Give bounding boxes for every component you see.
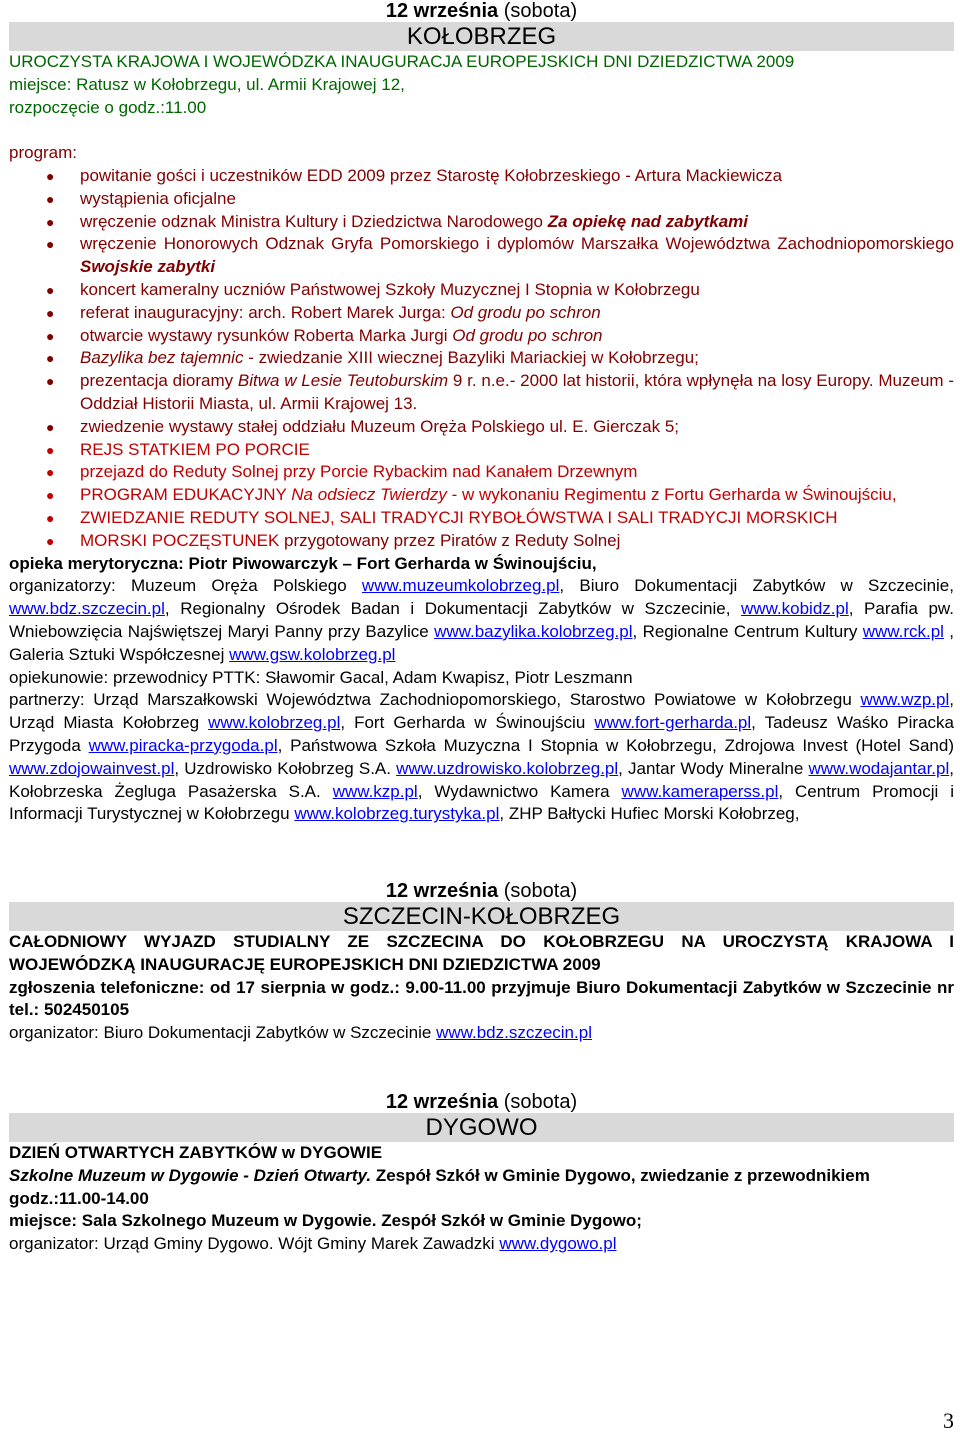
bullet-icon: ● [46,509,55,526]
event-date [9,0,954,22]
program-item: ● przejazd do Reduty Solnej przy Porcie Rybackim nad Kanałem Drzewnym [9,461,954,484]
program-item: ● prezentacja dioramy Bitwa w Lesie Teutoburskim 9 r. n.e.- 2000 lat historii, która wpłynęła na losy Europy. Muzeum - Oddział Historii Miasta, ul. Armii Krajowej 13. [46,371,954,413]
event-place-heading: SZCZECIN-KOŁOBRZEG [9,902,954,931]
section-spacer [9,1045,954,1091]
guides: opiekunowie: przewodnicy PTTK: Sławomir Gacal, Adam Kwapisz, Piotr Leszmann [9,667,633,687]
event-hours: godz.:11.00-14.00 [9,1188,149,1208]
bullet-icon: ● [46,304,55,321]
link-bdz-szczecin[interactable]: www.bdz.szczecin.pl [436,1023,592,1043]
link-kzp[interactable]: www.kzp.pl [332,781,418,801]
program-item: ● Bazylika bez tajemnic - zwiedzanie XIII wiecznej Bazyliki Mariackiej w Kołobrzegu; [9,347,954,370]
event-venue: miejsce: Sala Szkolnego Muzeum w Dygowie. Zespół Szkół w Gminie Dygowo; [9,1211,642,1231]
substantive-care: opieka merytoryczna: Piotr Piwowarczyk – Fort Gerharda w Świnoujściu, [9,553,597,573]
link-wzp[interactable]: www.wzp.pl [860,690,950,710]
link-wodajantar[interactable]: www.wodajantar.pl [808,758,950,778]
event-start-time: rozpoczęcie o godz.:11.00 [9,97,207,117]
bullet-icon: ● [46,487,55,504]
program-item: ● REJS STATKIEM PO PORCIE [9,439,954,462]
link-kameraperss[interactable]: www.kameraperss.pl [621,781,779,801]
date-weekday: (sobota) [498,880,578,903]
event-date [9,880,954,902]
link-fort-gerharda[interactable]: www.fort-gerharda.pl [594,713,752,733]
bullet-icon: ● [46,464,55,481]
link-kobidz[interactable]: www.kobidz.pl [741,599,849,619]
bullet-icon: ● [46,373,55,390]
event-title: DZIEŃ OTWARTYCH ZABYTKÓW w DYGOWIE [9,1143,383,1163]
event-place-heading: KOŁOBRZEG [9,22,954,51]
program-item: ● ZWIEDZANIE REDUTY SOLNEJ, SALI TRADYCJI RYBOŁÓWSTWA I SALI TRADYCJI MORSKICH [9,507,954,530]
organizer: organizator: Biuro Dokumentacji Zabytków w Szczecinie www.bdz.szczecin.pl [9,1023,592,1043]
program-item: ● wręczenie Honorowych Odznak Gryfa Pomorskiego i dyplomów Marszałka Województwa Zachodniopomorskiego Swojskie zabytki [46,234,954,277]
link-piracka-przygoda[interactable]: www.piracka-przygoda.pl [88,735,278,755]
event-place-heading: DYGOWO [9,1113,954,1142]
event-szczecin-kolobrzeg [9,880,954,1045]
link-bazylika[interactable]: www.bazylika.kolobrzeg.pl [434,621,633,641]
bullet-icon: ● [46,190,55,207]
bullet-icon: ● [46,350,55,367]
date-weekday: (sobota) [498,0,578,22]
link-kolobrzeg-turystyka[interactable]: www.kolobrzeg.turystyka.pl [294,804,500,824]
page-number: 3 [943,1408,954,1433]
document-page [9,0,954,1256]
date-day: 12 września [385,880,499,903]
date-day: 12 września [385,0,499,22]
link-muzeumkolobrzeg[interactable]: www.muzeumkolobrzeg.pl [361,576,560,596]
bullet-icon: ● [46,441,55,458]
program-item: ● koncert kameralny uczniów Państwowej Szkoły Muzycznej I Stopnia w Kołobrzegu [9,279,954,302]
program-item: ● otwarcie wystawy rysunków Roberta Marka Jurgi Od grodu po schron [9,325,954,348]
program-item: ● wystąpienia oficjalne [9,188,954,211]
bullet-icon: ● [46,213,55,230]
event-venue: miejsce: Ratusz w Kołobrzegu, ul. Armii Krajowej 12, [9,74,405,94]
link-gsw[interactable]: www.gsw.kolobrzeg.pl [229,644,396,664]
link-dygowo[interactable]: www.dygowo.pl [499,1234,617,1254]
link-bdz-szczecin[interactable]: www.bdz.szczecin.pl [9,599,165,619]
link-uzdrowisko[interactable]: www.uzdrowisko.kolobrzeg.pl [396,758,619,778]
spacer [9,119,954,142]
organizers: organizatorzy: Muzeum Oręża Polskiego www.muzeumkolobrzeg.pl, Biuro Dokumentacji Zabytków w Szczecinie, www.bdz.szczecin.pl, Regionalny Ośrodek Badan i Dokumentacji Zabytków w Szczecinie, www.kobidz.pl, Parafia pw. Wniebowzięcia Najświętszej Maryi Panny przy Bazylice www.bazylika.kolobrzeg.pl, Regionalne Centrum Kultury www.rck.pl , Galeria Sztuki Współczesnej www.gsw.kolobrzeg.pl [9,576,955,664]
event-kolobrzeg [9,0,954,826]
link-rck[interactable]: www.rck.pl [862,621,944,641]
bullet-icon: ● [46,167,55,184]
program-list [9,165,954,553]
bullet-icon: ● [46,418,55,435]
partners: partnerzy: Urząd Marszałkowski Województwa Zachodniopomorskiego, Starostwo Powiatowe w Kołobrzegu www.wzp.pl, Urząd Miasta Kołobrzeg www.kolobrzeg.pl, Fort Gerharda w Świnoujściu www.fort-gerharda.pl, Tadeusz Waśko Piracka Przygoda www.piracka-przygoda.pl, Państwowa Szkoła Muzyczna I Stopnia w Kołobrzegu, Zdrojowa Invest (Hotel Sand) www.zdojowainvest.pl, Uzdrowisko Kołobrzeg S.A. www.uzdrowisko.kolobrzeg.pl, Jantar Wody Mineralne www.wodajantar.pl, Kołobrzeska Żegluga Pasażerska S.A. www.kzp.pl, Wydawnictwo Kamera www.kameraperss.pl, Centrum Promocji i Informacji Turystycznej w Kołobrzegu www.kolobrzeg.turystyka.pl, ZHP Bałtycki Hufiec Morski Kołobrzeg, [9,690,954,824]
event-title: UROCZYSTA KRAJOWA I WOJEWÓDZKA INAUGURACJA EUROPEJSKICH DNI DZIEDZICTWA 2009 [9,52,795,71]
program-item: ● wręczenie odznak Ministra Kultury i Dziedzictwa Narodowego Za opiekę nad zabytkami [9,211,954,234]
date-day: 12 września [385,1091,499,1114]
bullet-icon: ● [46,236,55,253]
link-zdojowainvest[interactable]: www.zdojowainvest.pl [9,758,175,778]
organizer: organizator: Urząd Gminy Dygowo. Wójt Gminy Marek Zawadzki www.dygowo.pl [9,1234,617,1254]
event-dygowo [9,1091,954,1256]
bullet-icon: ● [46,281,55,298]
program-item: ● referat inauguracyjny: arch. Robert Marek Jurga: Od grodu po schron [9,302,954,325]
registration-info: zgłoszenia telefoniczne: od 17 sierpnia w godz.: 9.00-11.00 przyjmuje Biuro Dokumentacji Zabytków w Szczecinie nr tel.: 502450105 [9,977,954,1020]
program-item: ● PROGRAM EDUKACYJNY Na odsiecz Twierdzy - w wykonaniu Regimentu z Fortu Gerharda w Świnoujściu, [9,484,954,507]
link-kolobrzeg[interactable]: www.kolobrzeg.pl [208,713,341,733]
date-weekday: (sobota) [498,1091,578,1114]
program-label: program: [9,143,78,163]
program-item: ● MORSKI POCZĘSTUNEK przygotowany przez Piratów z Reduty Solnej [9,530,954,553]
section-spacer [9,826,954,880]
bullet-icon: ● [46,532,55,549]
event-date [9,1091,954,1113]
event-description: Szkolne Muzeum w Dygowie - Dzień Otwarty. Zespół Szkół w Gminie Dygowo, zwiedzanie z przewodnikiem [9,1165,870,1185]
bullet-icon: ● [46,327,55,344]
program-item: ● powitanie gości i uczestników EDD 2009 przez Starostę Kołobrzeskiego - Artura Mackiewicza [9,165,954,188]
program-item: ● zwiedzenie wystawy stałej oddziału Muzeum Oręża Polskiego ul. E. Gierczak 5; [9,416,954,439]
event-title: CAŁODNIOWY WYJAZD STUDIALNY ZE SZCZECINA DO KOŁOBRZEGU NA UROCZYSTĄ KRAJOWA I WOJEWÓDZKĄ INAUGURACJĘ EUROPEJSKICH DNI DZIEDZICTWA 2009 [9,932,954,974]
